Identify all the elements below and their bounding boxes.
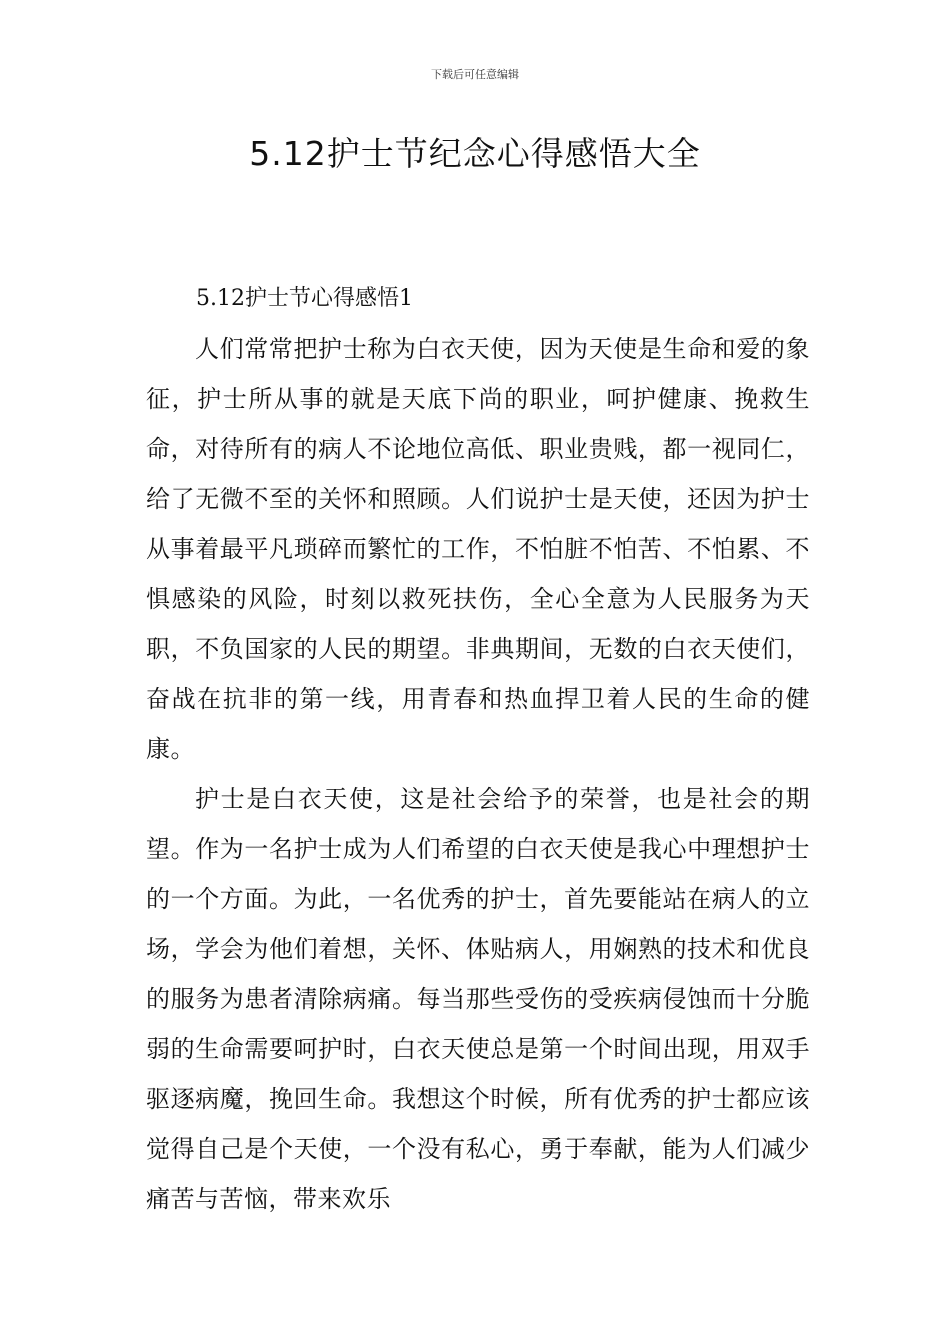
- document-title: 5.12护士节纪念心得感悟大全: [249, 134, 701, 173]
- document-body: [146, 274, 810, 1224]
- section-heading: 5.12护士节心得感悟1: [196, 286, 413, 311]
- paragraph-1: 人们常常把护士称为白衣天使，因为天使是生命和爱的象征，护士所从事的就是天底下尚的职业，呵护健康、挽救生命，对待所有的病人不论地位高低、职业贵贱，都一视同仁，给了无微不至的关怀和照顾。人们说护士是天使，还因为护士从事着最平凡琐碎而繁忙的工作，不怕脏不怕苦、不怕累、不惧感染的风险，时刻以救死扶伤，全心全意为人民服务为天职，不负国家的人民的期望。非典期间，无数的白衣天使们，奋战在抗非的第一线，用青春和热血捍卫着人民的生命的健康。: [146, 335, 810, 763]
- download-note: 下载后可任意编辑: [431, 68, 519, 81]
- paragraph-2: 护士是白衣天使，这是社会给予的荣誉，也是社会的期望。作为一名护士成为人们希望的白衣天使是我心中理想护士的一个方面。为此，一名优秀的护士，首先要能站在病人的立场，学会为他们着想，关怀、体贴病人，用娴熟的技术和优良的服务为患者清除病痛。每当那些受伤的受疾病侵蚀而十分脆弱的生命需要呵护时，白衣天使总是第一个时间出现，用双手驱逐病魔，挽回生命。我想这个时候，所有优秀的护士都应该觉得自己是个天使，一个没有私心，勇于奉献，能为人们减少痛苦与苦恼，带来欢乐: [146, 785, 810, 1213]
